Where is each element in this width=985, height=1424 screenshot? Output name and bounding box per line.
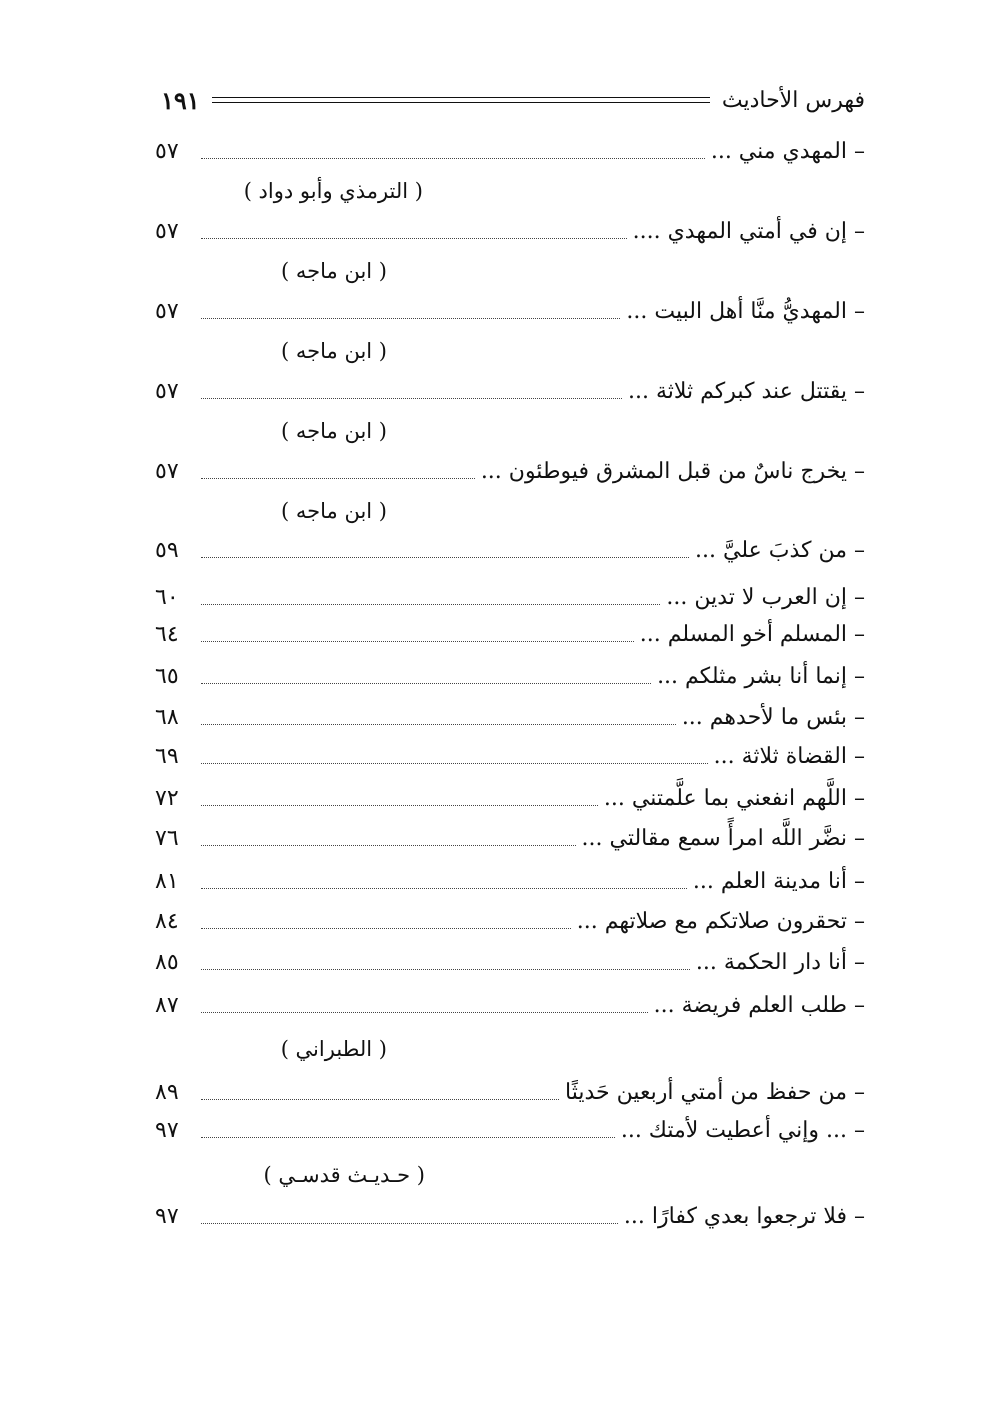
source-reference: ( الطبراني ) [280, 1037, 387, 1061]
dot-leader [201, 1137, 615, 1138]
dot-leader [201, 969, 690, 970]
source-reference: ( حـديـث قدسـي ) [263, 1163, 425, 1187]
hadith-title: – إن في أمتي المهدي .... [632, 218, 865, 244]
hadith-title: – المسلم أخو المسلم ... [639, 621, 865, 647]
page-reference: ٨٧ [155, 992, 179, 1018]
page-reference: ٥٧ [155, 298, 179, 324]
dot-leader [201, 557, 689, 558]
dot-leader [201, 888, 687, 889]
page-reference: ٦٠ [155, 584, 179, 610]
hadith-title: – يقتتل عند كبركم ثلاثة ... [628, 378, 865, 404]
dot-leader [201, 238, 627, 239]
index-entry [155, 451, 865, 491]
index-entry [155, 901, 865, 941]
index-entry [155, 131, 865, 171]
hadith-title: – طلب العلم فريضة ... [653, 992, 865, 1018]
index-page [155, 0, 865, 1424]
hadith-title: – نضَّر اللَّه امرأً سمع مقالتي ... [581, 825, 865, 851]
index-entry [155, 530, 865, 570]
page-reference: ٥٧ [155, 218, 179, 244]
dot-leader [201, 1223, 618, 1224]
dot-leader [201, 398, 622, 399]
hadith-title: – أنا دار الحكمة ... [695, 949, 865, 975]
page-reference: ٩٧ [155, 1117, 179, 1143]
hadith-title: – فلا ترجعوا بعدي كفارًا ... [623, 1203, 865, 1229]
page-reference: ٥٧ [155, 458, 179, 484]
hadith-title: – المهديُّ منَّا أهل البيت ... [626, 298, 865, 324]
index-entry [155, 818, 865, 858]
page-reference: ٧٦ [155, 825, 179, 851]
hadith-title: – المهدي مني ... [710, 138, 865, 164]
dot-leader [201, 641, 634, 642]
header-double-rule [212, 97, 710, 103]
index-entry [155, 291, 865, 331]
page-reference: ٨٤ [155, 908, 179, 934]
dot-leader [201, 1012, 648, 1013]
index-entry [155, 614, 865, 654]
page-reference: ٦٩ [155, 743, 179, 769]
page-reference: ٨١ [155, 868, 179, 894]
page-reference: ٧٢ [155, 785, 179, 811]
dot-leader [201, 683, 651, 684]
dot-leader [201, 158, 705, 159]
index-entry [155, 1110, 865, 1150]
index-entry [155, 1072, 865, 1112]
index-entry [155, 1196, 865, 1236]
dot-leader [201, 1099, 559, 1100]
header-title: فهرس الأحاديث [721, 87, 865, 113]
index-entry [155, 736, 865, 776]
hadith-title: – إنما أنا بشر مثلكم ... [657, 663, 865, 689]
source-reference: ( ابن ماجه ) [281, 419, 387, 443]
page-reference: ٦٨ [155, 704, 179, 730]
dot-leader [201, 604, 660, 605]
page-reference: ٥٧ [155, 378, 179, 404]
dot-leader [201, 724, 676, 725]
header-page-number: ١٩١ [161, 85, 200, 115]
hadith-title: – تحقرون صلاتكم مع صلاتهم ... [576, 908, 865, 934]
index-entry [155, 211, 865, 251]
page-reference: ٨٥ [155, 949, 179, 975]
source-reference: ( ابن ماجه ) [281, 339, 387, 363]
page-reference: ٦٤ [155, 621, 179, 647]
page-reference: ٥٩ [155, 537, 179, 563]
dot-leader [201, 845, 576, 846]
dot-leader [201, 763, 708, 764]
hadith-title: – من حفظ من أمتي أربعين حَديثًا [565, 1079, 865, 1105]
dot-leader [201, 318, 620, 319]
hadith-title: – بئس ما لأحدهم ... [681, 704, 865, 730]
hadith-title: – من كذبَ عليَّ ... [695, 537, 865, 563]
index-entry [155, 861, 865, 901]
page-reference: ٨٩ [155, 1079, 179, 1105]
index-entry [155, 577, 865, 617]
index-entry [155, 985, 865, 1025]
hadith-title: – اللَّهم انفعني بما علَّمتني ... [603, 785, 865, 811]
dot-leader [201, 928, 571, 929]
running-header [155, 80, 865, 120]
dot-leader [201, 478, 475, 479]
page-reference: ٦٥ [155, 663, 179, 689]
index-entry [155, 778, 865, 818]
dot-leader [201, 805, 598, 806]
index-entry [155, 942, 865, 982]
source-reference: ( الترمذي وأبو دواد ) [243, 179, 423, 203]
hadith-title: – أنا مدينة العلم ... [692, 868, 865, 894]
hadith-title: – يخرج ناسٌ من قبل المشرق فيوطئون ... [480, 458, 865, 484]
hadith-title: – القضاة ثلاثة ... [713, 743, 865, 769]
page-reference: ٩٧ [155, 1203, 179, 1229]
hadith-title: – إن العرب لا تدين ... [666, 584, 865, 610]
index-entry [155, 371, 865, 411]
page-reference: ٥٧ [155, 138, 179, 164]
hadith-title: – ... وإني أعطيت لأمتك ... [620, 1117, 865, 1143]
index-entry [155, 697, 865, 737]
index-entry [155, 656, 865, 696]
source-reference: ( ابن ماجه ) [281, 499, 387, 523]
source-reference: ( ابن ماجه ) [281, 259, 387, 283]
